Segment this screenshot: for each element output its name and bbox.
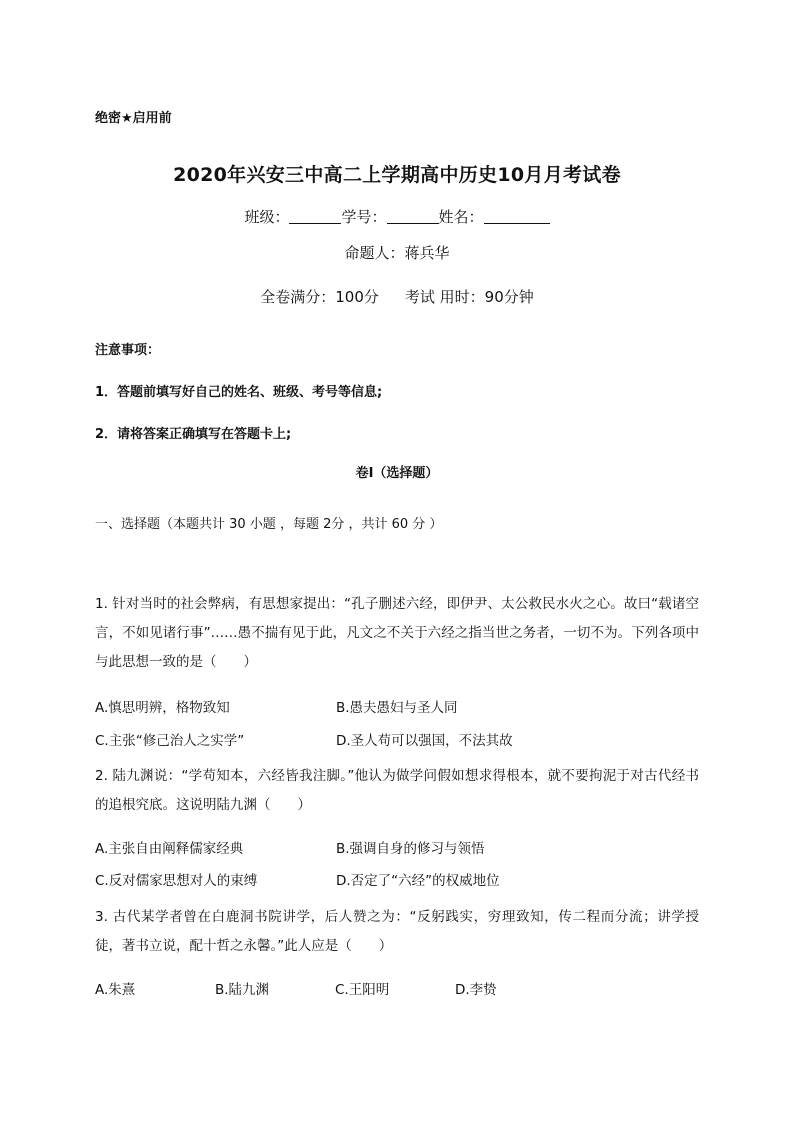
confidential-mark: 绝密★启用前 (95, 111, 172, 126)
question-1-option-a[interactable]: A.慎思明辨，格物致知 (95, 700, 230, 716)
notice-heading: 注意事项： (95, 343, 161, 358)
exam-title: 2020年兴安三中高二上学期高中历史10月月考试卷 (173, 164, 621, 186)
name-blank[interactable] (484, 209, 550, 224)
exam-time: 考试 用时：90分钟 (404, 288, 534, 306)
question-2-option-a[interactable]: A.主张自由阐释儒家经典 (95, 841, 244, 857)
score-time-line (0, 286, 794, 307)
question-3-stem: 3. 古代某学者曾在白鹿洞书院讲学，后人赞之为：“反躬践实，穷理致知，传二程而分流；讲学授徒，著书立说，配十哲之永馨。”此人应是（ ） (95, 909, 699, 954)
question-1-option-c[interactable]: C.主张“修己治人之实学” (95, 733, 245, 749)
question-3-option-c[interactable]: C.王阳明 (335, 982, 390, 998)
question-2-option-c[interactable]: C.反对儒家思想对人的束缚 (95, 873, 258, 889)
question-2-stem: 2. 陆九渊说：“学苟知本，六经皆我注脚。”他认为做学问假如想求得根本，就不要拘泥于对古代经书的追根究底。这说明陆九渊（ ） (95, 768, 699, 813)
class-label: 班级： (244, 208, 290, 226)
part-title: 卷Ⅰ（选择题） (355, 466, 439, 481)
notice-item: 2．请将答案正确填写在答题卡上; (95, 427, 292, 442)
full-score: 全卷满分：100分 (260, 288, 379, 306)
question-3-option-a[interactable]: A.朱熹 (95, 982, 136, 998)
question-2-option-b[interactable]: B.强调自身的修习与领悟 (336, 841, 485, 857)
id-label: 学号： (341, 208, 387, 226)
section-title: 一、选择题（本题共计 30 小题 ，每题 2分 ，共计 60 分 ） (95, 517, 443, 532)
name-label: 姓名： (438, 208, 484, 226)
student-info-line (0, 206, 794, 227)
question-3-option-b[interactable]: B.陆九渊 (215, 982, 270, 998)
question-1-stem: 1. 针对当时的社会弊病，有思想家提出：“孔子删述六经，即伊尹、太公救民水火之心。故曰“载诸空言，不如见诸行事”……愚不揣有见于此，凡文之不关于六经之指当世之务者，一切不为。下列各项中与此思想一致的是（ ） (95, 596, 699, 670)
question-3-option-d[interactable]: D.李贽 (455, 982, 497, 998)
notice-item: 1．答题前填写好自己的姓名、班级、考号等信息; (95, 385, 383, 400)
class-blank[interactable] (289, 209, 341, 224)
question-1-option-b[interactable]: B.愚夫愚妇与圣人同 (336, 700, 458, 716)
id-blank[interactable] (387, 209, 439, 224)
author-line: 命题人：蒋兵华 (344, 244, 450, 262)
question-1-option-d[interactable]: D.圣人苟可以强国，不法其故 (336, 733, 513, 749)
question-2-option-d[interactable]: D.否定了“六经”的权威地位 (336, 873, 500, 889)
